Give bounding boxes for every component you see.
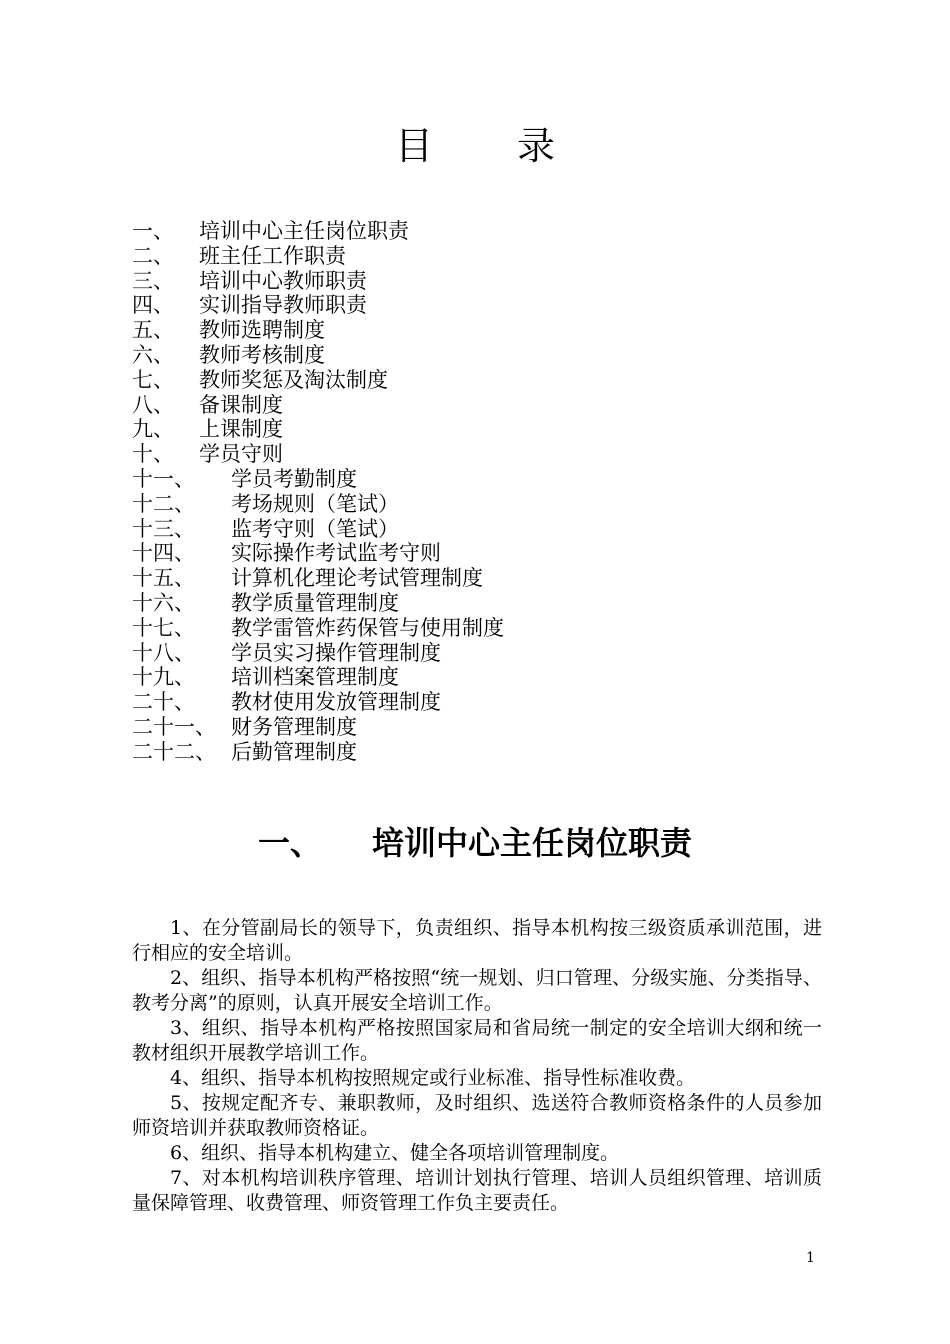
toc-item-label: 培训中心教师职责 <box>199 268 367 293</box>
toc-item <box>132 517 504 542</box>
toc-item-number: 十三、 <box>132 516 195 541</box>
toc-item-label: 备课制度 <box>199 392 283 417</box>
section-heading <box>0 818 950 868</box>
toc-item <box>132 467 504 492</box>
toc-item-label: 上课制度 <box>199 417 283 442</box>
page-title: 目 录 <box>394 124 592 168</box>
toc-item-label: 教师考核制度 <box>199 342 325 367</box>
toc-item-number: 十九、 <box>132 665 195 690</box>
section-body <box>132 916 822 1216</box>
toc-item <box>132 665 504 690</box>
toc-item-label: 实训指导教师职责 <box>199 293 367 318</box>
paragraph: 4、组织、指导本机构按照规定或行业标准、指导性标准收费。 <box>170 1067 696 1089</box>
toc-item-number: 十四、 <box>132 541 195 566</box>
toc-item-label: 学员实习操作管理制度 <box>231 640 441 665</box>
toc-item-number: 十二、 <box>132 491 195 516</box>
toc-item <box>132 641 504 666</box>
toc-item-number: 二十一、 <box>132 714 216 739</box>
paragraph: 6、组织、指导本机构建立、健全各项培训管理制度。 <box>170 1142 620 1164</box>
toc-item-number: 三、 <box>132 268 174 293</box>
toc-item-number: 六、 <box>132 342 174 367</box>
toc-item <box>132 566 504 591</box>
toc-item-number: 二十、 <box>132 690 195 715</box>
toc-item <box>132 591 504 616</box>
toc-item-number: 五、 <box>132 318 174 343</box>
toc-item-number: 十、 <box>132 442 174 467</box>
toc-item-number: 二十二、 <box>132 739 216 764</box>
toc-item-label: 后勤管理制度 <box>231 739 357 764</box>
toc-item-number: 十六、 <box>132 590 195 615</box>
paragraph: 5、按规定配齐专、兼职教师，及时组织、选送符合教师资格条件的人员参加师资培训并获取教师资格证。 <box>132 1092 822 1139</box>
toc-item <box>132 715 504 740</box>
toc-item-label: 考场规则（笔试） <box>231 491 399 516</box>
toc-item-label: 班主任工作职责 <box>199 243 346 268</box>
toc-item <box>132 492 504 517</box>
toc-item-number: 九、 <box>132 417 174 442</box>
toc-item-number: 十八、 <box>132 640 195 665</box>
toc-item-number: 七、 <box>132 367 174 392</box>
toc-item <box>132 293 504 318</box>
toc-item-number: 十一、 <box>132 466 195 491</box>
toc-item <box>132 442 504 467</box>
toc-item-number: 一、 <box>132 219 174 243</box>
toc-item-label: 教材使用发放管理制度 <box>231 690 441 715</box>
toc-item-label: 教师奖惩及淘汰制度 <box>199 367 388 392</box>
toc-item <box>132 343 504 368</box>
toc-item-number: 二、 <box>132 243 174 268</box>
toc-item <box>132 318 504 343</box>
toc-item <box>132 541 504 566</box>
toc-item-label: 教学质量管理制度 <box>231 590 399 615</box>
paragraph: 3、组织、指导本机构严格按照国家局和省局统一制定的安全培训大纲和统一教材组织开展教学培训工作。 <box>132 1017 822 1064</box>
toc-item-label: 财务管理制度 <box>231 714 357 739</box>
section-title: 培训中心主任岗位职责 <box>372 824 693 862</box>
toc-item <box>132 616 504 641</box>
toc-item <box>132 417 504 442</box>
toc-item-number: 十五、 <box>132 566 195 591</box>
toc-item-number: 四、 <box>132 293 174 318</box>
paragraph: 7、对本机构培训秩序管理、培训计划执行管理、培训人员组织管理、培训质量保障管理、收费管理、师资管理工作负主要责任。 <box>132 1167 822 1214</box>
toc-item <box>132 244 504 269</box>
paragraph: 1、在分管副局长的领导下，负责组织、指导本机构按三级资质承训范围，进行相应的安全培训。 <box>132 917 822 964</box>
toc-item-number: 八、 <box>132 392 174 417</box>
toc-item-label: 计算机化理论考试管理制度 <box>231 566 483 591</box>
toc-item-label: 实际操作考试监考守则 <box>231 541 441 566</box>
paragraph: 2、组织、指导本机构严格按照“统一规划、归口管理、分级实施、分类指导、教考分离”的原则，认真开展安全培训工作。 <box>132 967 822 1014</box>
toc-item-label: 监考守则（笔试） <box>231 516 399 541</box>
toc-item <box>132 219 504 244</box>
toc-item-label: 学员考勤制度 <box>231 466 357 491</box>
section-number: 一、 <box>257 824 322 862</box>
toc-item-label: 教学雷管炸药保管与使用制度 <box>231 615 504 640</box>
toc-item-label: 教师选聘制度 <box>199 318 325 343</box>
toc-item <box>132 269 504 294</box>
toc-item-label: 学员守则 <box>199 442 283 467</box>
toc-item <box>132 368 504 393</box>
toc-item <box>132 393 504 418</box>
toc-item-number: 十七、 <box>132 615 195 640</box>
toc-item-label: 培训档案管理制度 <box>231 665 399 690</box>
toc-item-label: 培训中心主任岗位职责 <box>199 219 409 243</box>
toc-item <box>132 740 504 765</box>
table-of-contents <box>132 219 504 765</box>
toc-item <box>132 690 504 715</box>
page-number: 1 <box>806 1250 815 1266</box>
